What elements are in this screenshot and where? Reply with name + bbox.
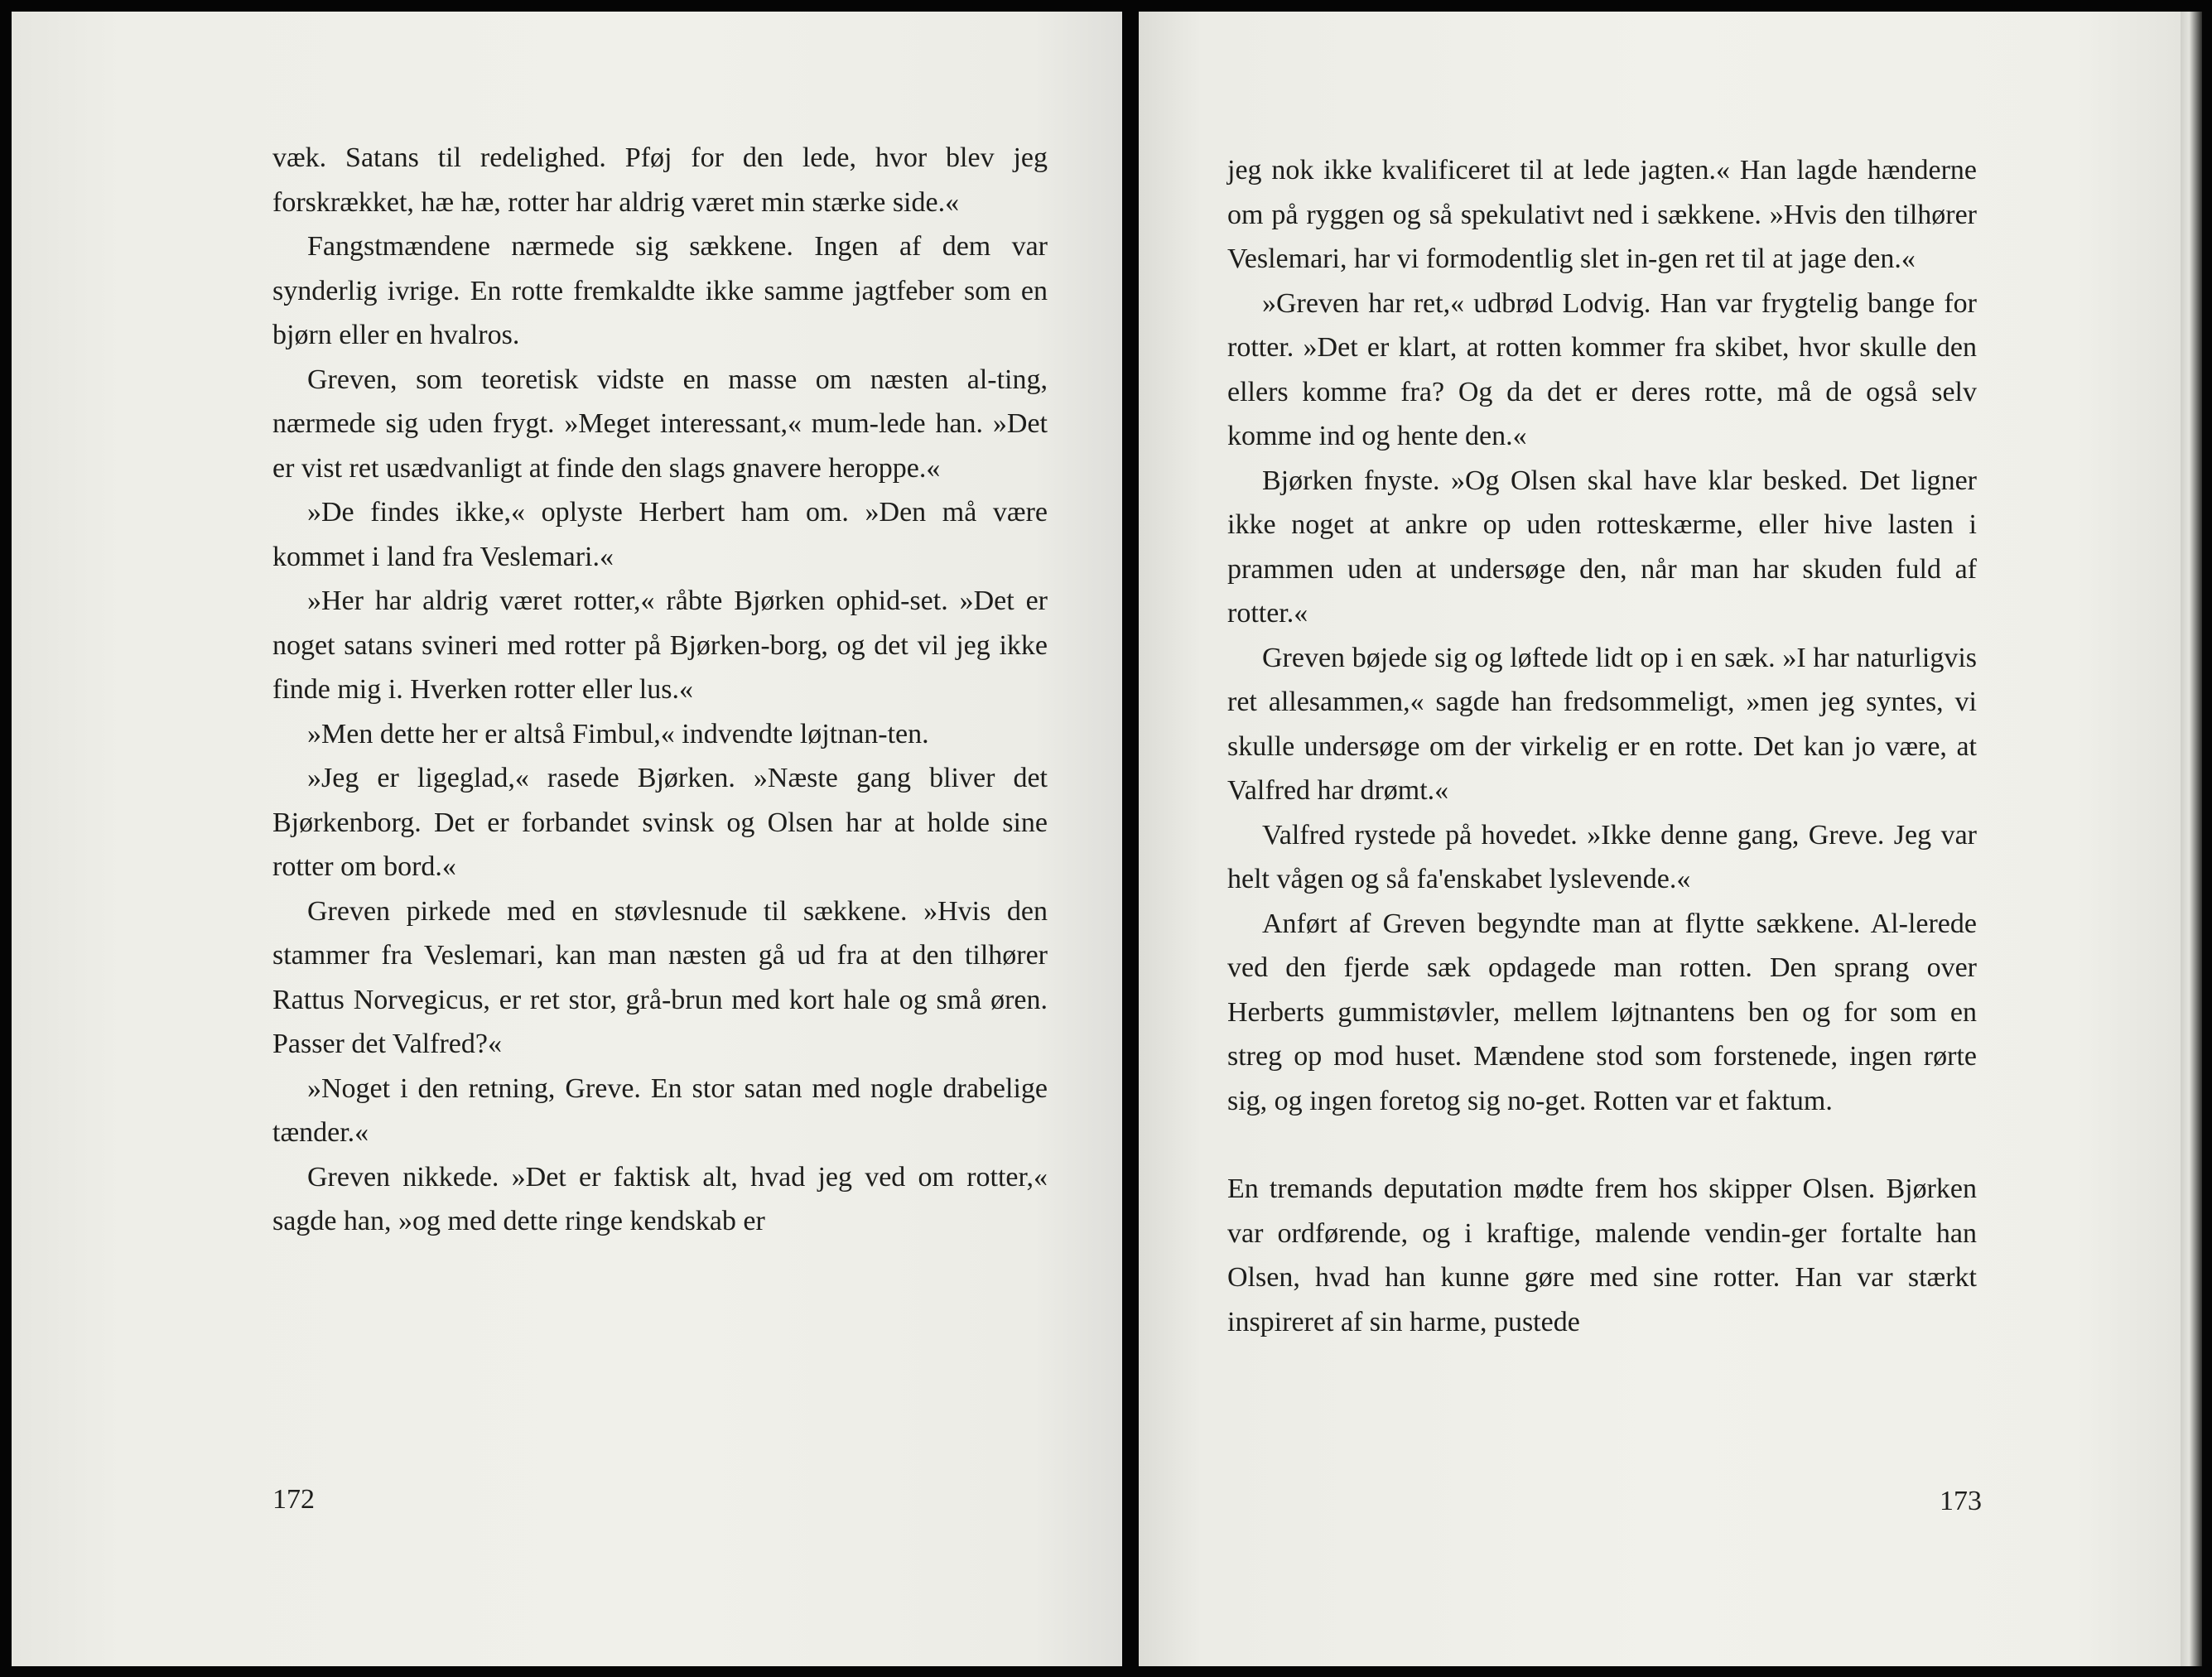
paragraph: »Her har aldrig været rotter,« råbte Bjørken ophid-set. »Det er noget satans svineri med rotter på Bjørken-borg, og det vil jeg ikke finde mig i. Hverken rotter eller lus.« (272, 586, 1048, 705)
left-page-text (272, 136, 1048, 1244)
page-edge (2181, 12, 2202, 1666)
paragraph: »Jeg er ligeglad,« rasede Bjørken. »Næste gang bliver det Bjørkenborg. Det er forbandet svinsk og Olsen har at holde sine rotter om bord.« (272, 763, 1048, 882)
paragraph: »De findes ikke,« oplyste Herbert ham om. »Den må være kommet i land fra Veslemari.« (272, 497, 1048, 572)
paragraph: Greven bøjede sig og løftede lidt op i en sæk. »I har naturligvis ret allesammen,« sagde han fredsommeligt, »men jeg syntes, vi skulle undersøge om der virkelig er en rotte. Det kan jo være, at Valfred har drømt.« (1227, 642, 1977, 806)
paragraph: væk. Satans til redelighed. Pføj for den lede, hvor blev jeg forskrækket, hæ hæ, rotter har aldrig været min stærke side.« (272, 142, 1048, 218)
page-number-left: 172 (272, 1484, 315, 1515)
paragraph: Greven pirkede med en støvlesnude til sækkene. »Hvis den stammer fra Veslemari, kan man næsten gå ud fra at den tilhører Rattus Norvegicus, er ret stor, grå-brun med kort hale og små øren. Passer det Valfred?« (272, 895, 1048, 1059)
left-page (12, 12, 1122, 1666)
paragraph: Valfred rystede på hovedet. »Ikke denne gang, Greve. Jeg var helt vågen og så fa'enskabet lyslevende.« (1227, 819, 1977, 894)
paragraph: Greven, som teoretisk vidste en masse om næsten al-ting, nærmede sig uden frygt. »Meget interessant,« mum-lede han. »Det er vist ret usædvanligt at finde den slags gnavere heroppe.« (272, 364, 1048, 484)
paragraph: Fangstmændene nærmede sig sækkene. Ingen af dem var synderlig ivrige. En rotte fremkaldte ikke samme jagtfeber som en bjørn eller en hvalros. (272, 231, 1048, 350)
right-page-text (1227, 148, 1977, 1344)
paragraph: »Men dette her er altså Fimbul,« indvendte løjtnan-ten. (307, 718, 929, 749)
paragraph: Anført af Greven begyndte man at flytte sækkene. Al-lerede ved den fjerde sæk opdagede man rotten. Den sprang over Herberts gummistøvler, mellem løjtnantens ben og for som en streg op mod huset. Mændene stod som forstenede, ingen rørte sig, og ingen foretog sig no-get. Rotten var et faktum. (1227, 908, 1977, 1116)
paragraph: En tremands deputation mødte frem hos skipper Olsen. Bjørken var ordførende, og i kraftige, malende vendin-ger fortalte han Olsen, hvad han kunne gøre med sine rotter. Han var stærkt inspireret af sin harme, pustede (1227, 1173, 1977, 1337)
paragraph: »Greven har ret,« udbrød Lodvig. Han var frygtelig bange for rotter. »Det er klart, at rotten kommer fra skibet, hvor skulle den ellers komme fra? Og da det er deres rotte, må de også selv komme ind og hente den.« (1227, 287, 1977, 451)
page-number-right: 173 (1940, 1486, 1982, 1516)
paragraph: Bjørken fnyste. »Og Olsen skal have klar besked. Det ligner ikke noget at ankre op uden rotteskærme, eller hive lasten i prammen uden at undersøge den, når man har skuden fuld af rotter.« (1227, 465, 1977, 629)
section-break (1227, 1123, 1977, 1167)
paragraph: jeg nok ikke kvalificeret til at lede jagten.« Han lagde hænderne om på ryggen og så spekulativt ned i sækkene. »Hvis den tilhører Veslemari, har vi formodentlig slet in-gen ret til at jage den.« (1227, 155, 1977, 274)
right-page (1139, 12, 2181, 1666)
paragraph: Greven nikkede. »Det er faktisk alt, hvad jeg ved om rotter,« sagde han, »og med dette ringe kendskab er (272, 1161, 1048, 1236)
paragraph: »Noget i den retning, Greve. En stor satan med nogle drabelige tænder.« (272, 1072, 1048, 1148)
